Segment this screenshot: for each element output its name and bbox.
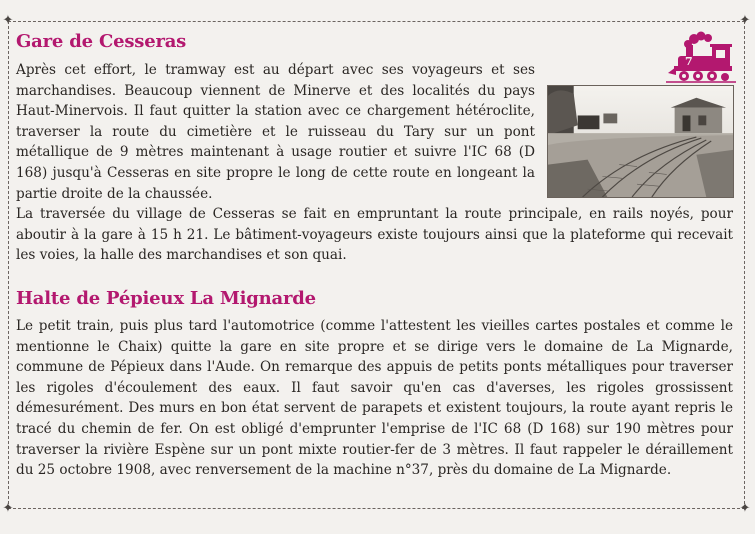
paragraph-3: Le petit train, puis plus tard l'automotrice (comme l'attestent les vieilles cartes postales et comme le mentionne le Chaix) quitte la gare en site propre et se dirige vers le domaine de La Mignarde, commune de Pépieux dans l'Aude. On remarque des appuis de petits ponts métalliques pour traverser les rigoles d'écoulement des eaux. Il faut savoir qu'en cas d'averses, les rigoles grossissent démesurément. Des murs en bon état servent de parapets et existent toujours, la route ayant repris le tracé du chemin de fer. On est obligé d'emprunter l'emprise de l'IC 68 (D 168) sur 190 mètres pour traverser la rivière Espène sur un pont mixte routier-fer de 3 mètres. Il faut rappeler le déraillement du 25 octobre 1908, avec renversement de la machine n°37, près du domaine de La Mignarde.: [16, 318, 733, 479]
section-title-halte-de-pepieux: Halte de Pépieux La Mignarde: [16, 288, 316, 309]
steam-locomotive-icon: [664, 31, 738, 83]
paragraph-2: La traversée du village de Cesseras se fait en empruntant la route principale, en rails noyés, pour aboutir à la gare à 15 h 21. Le bâtiment-voyageurs existe toujours ainsi que la plateforme qui recevait les voies, la halle des marchandises et son quai.: [16, 206, 733, 264]
badge-number: 7: [685, 55, 693, 68]
corner-star-icon: ✦: [739, 501, 751, 516]
corner-star-icon: ✦: [2, 13, 14, 28]
section-title-gare-de-cesseras: Gare de Cesseras: [16, 31, 187, 52]
paragraph-1: Après cet effort, le tramway est au départ avec ses voyageurs et ses marchandises. Beaucoup viennent de Minerve et des localités du pays Haut-Minervois. Il faut quitter la station avec ce chargement hétéroclite, traverser la route du cimetière et le ruisseau du Tary sur un pont métallique de 9 mètres maintenant à usage routier et suivre l'IC 68 (D 168) jusqu'à Cesseras en site propre le long de cette route en longeant la partie droite de la chaussée.: [16, 62, 535, 202]
corner-star-icon: ✦: [2, 501, 14, 516]
corner-star-icon: ✦: [739, 13, 751, 28]
railway-station-photo: [547, 85, 734, 198]
